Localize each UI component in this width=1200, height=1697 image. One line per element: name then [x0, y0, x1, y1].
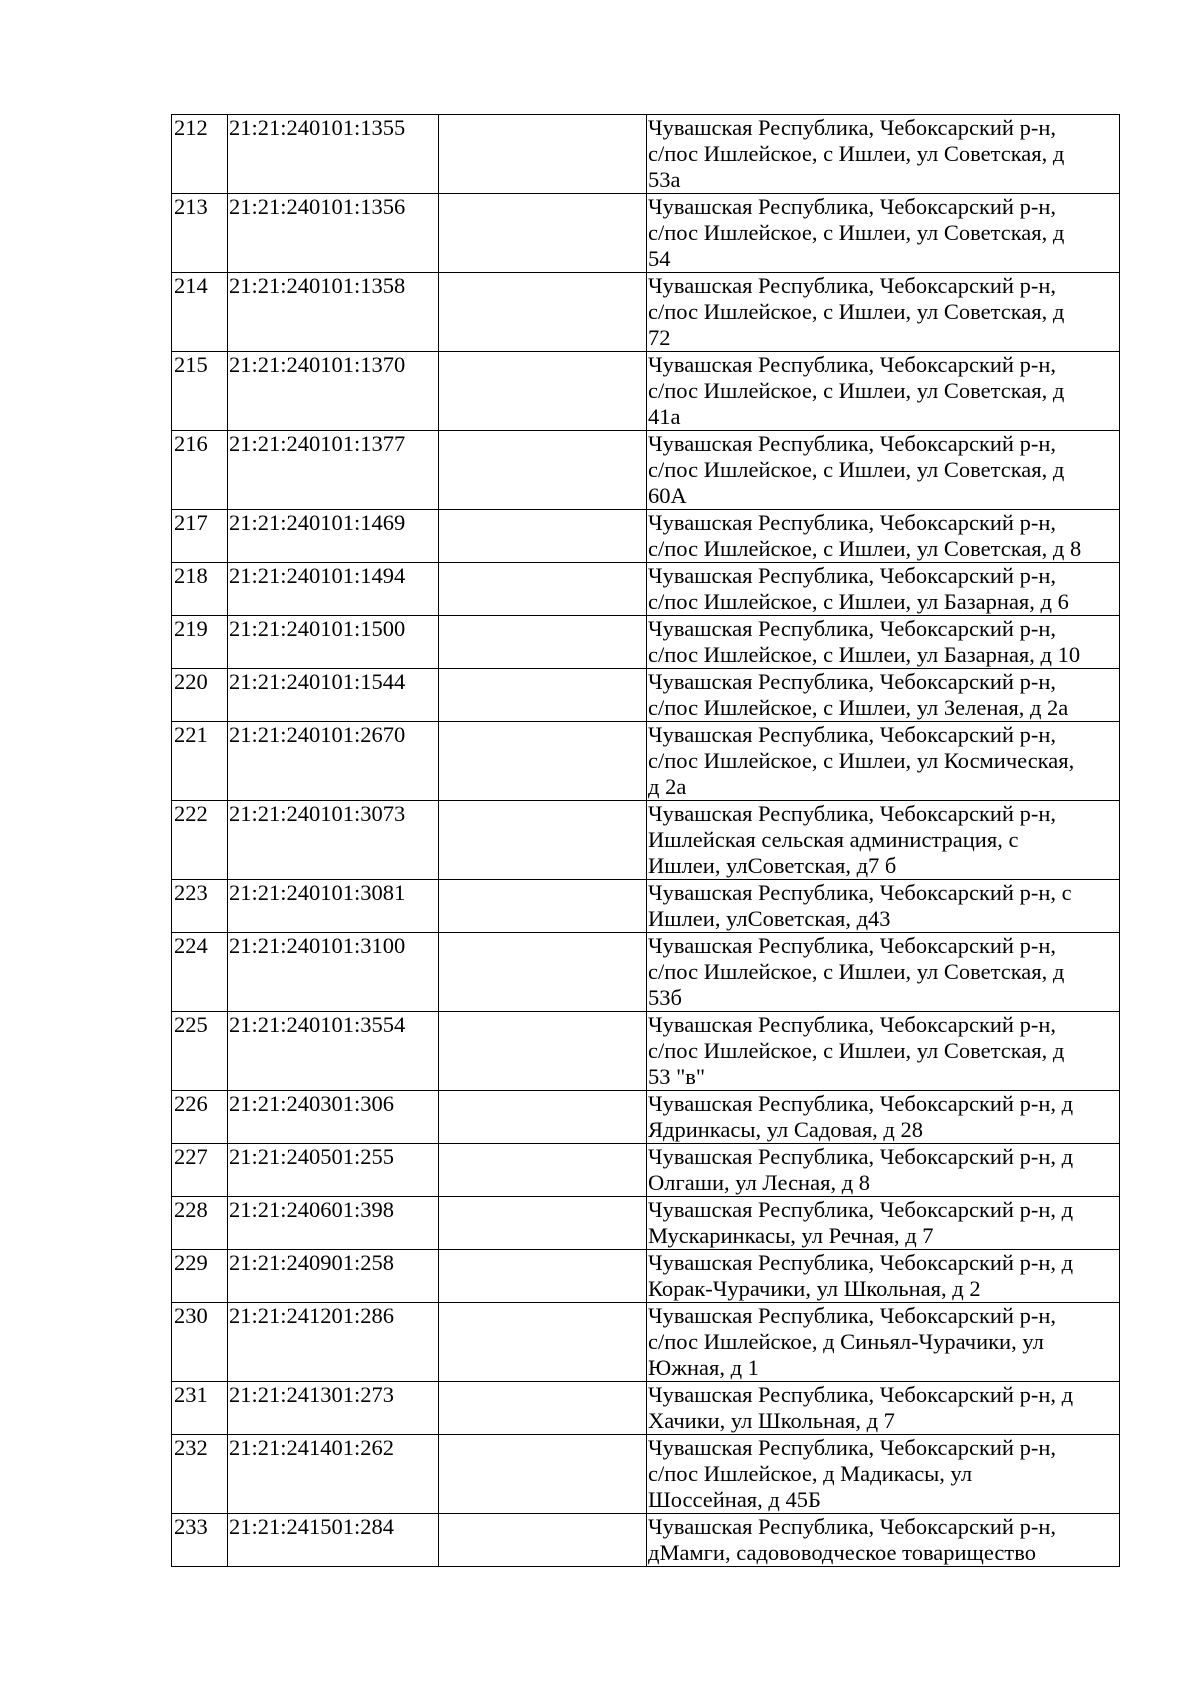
address-cell — [647, 1197, 1120, 1250]
table-row — [172, 1091, 1120, 1144]
cadastral-number-cell — [228, 616, 439, 669]
row-number-cell-text: 217 — [174, 510, 208, 535]
table-row — [172, 616, 1120, 669]
address-cell — [647, 801, 1120, 880]
row-number-cell-text: 230 — [174, 1303, 208, 1328]
row-number-cell — [172, 801, 228, 880]
row-number-cell — [172, 1197, 228, 1250]
cadastral-number-cell-text: 21:21:240601:398 — [229, 1197, 395, 1222]
table-row — [172, 510, 1120, 563]
row-number-cell-text: 223 — [174, 880, 208, 905]
table-row — [172, 273, 1120, 352]
row-number-cell-text: 221 — [174, 722, 208, 747]
row-number-cell-text: 219 — [174, 616, 208, 641]
cadastral-number-cell-text: 21:21:240101:2670 — [229, 722, 406, 747]
cadastral-number-cell-text: 21:21:240101:1377 — [229, 431, 406, 456]
address-cell-text: Чувашская Республика, Чебоксарский р-н, с/пос Ишлейское, с Ишлеи, ул Космическая, д 2а — [648, 722, 1075, 799]
cadastral-number-cell — [228, 1250, 439, 1303]
cadastral-number-cell-text: 21:21:240101:1469 — [229, 510, 406, 535]
address-cell-text: Чувашская Республика, Чебоксарский р-н, с/пос Ишлейское, с Ишлеи, ул Советская, д 54 — [648, 194, 1065, 271]
empty-cell — [439, 1144, 647, 1197]
table-row — [172, 1197, 1120, 1250]
address-cell-text: Чувашская Республика, Чебоксарский р-н, с/пос Ишлейское, с Ишлеи, ул Советская, д 53 "в" — [648, 1012, 1065, 1089]
table-row — [172, 1303, 1120, 1382]
cadastral-number-cell — [228, 1303, 439, 1382]
row-number-cell-text: 222 — [174, 801, 208, 826]
cadastral-number-cell — [228, 1091, 439, 1144]
row-number-cell — [172, 880, 228, 933]
row-number-cell-text: 229 — [174, 1250, 208, 1275]
row-number-cell — [172, 1382, 228, 1435]
address-cell — [647, 194, 1120, 273]
cadastral-number-cell-text: 21:21:240101:3554 — [229, 1012, 406, 1037]
table-row — [172, 880, 1120, 933]
address-cell-text: Чувашская Республика, Чебоксарский р-н, с/пос Ишлейское, д Мадикасы, ул Шоссейная, д 45Б — [648, 1435, 1056, 1512]
table-row — [172, 801, 1120, 880]
cadastral-number-cell-text: 21:21:240101:1356 — [229, 194, 406, 219]
cadastral-number-cell — [228, 1435, 439, 1514]
row-number-cell-text: 218 — [174, 563, 208, 588]
cadastral-number-cell-text: 21:21:240301:306 — [229, 1091, 395, 1116]
empty-cell — [439, 1382, 647, 1435]
row-number-cell-text: 231 — [174, 1382, 208, 1407]
row-number-cell-text: 226 — [174, 1091, 208, 1116]
row-number-cell-text: 215 — [174, 352, 208, 377]
address-cell-text: Чувашская Республика, Чебоксарский р-н, с/пос Ишлейское, с Ишлеи, ул Советская, д 41а — [648, 352, 1065, 429]
address-cell-text: Чувашская Республика, Чебоксарский р-н, с/пос Ишлейское, д Синьял-Чурачики, ул Южная, д 1 — [648, 1303, 1056, 1380]
table-row — [172, 563, 1120, 616]
empty-cell — [439, 510, 647, 563]
cadastral-number-cell-text: 21:21:241201:286 — [229, 1303, 395, 1328]
cadastral-number-cell-text: 21:21:240501:255 — [229, 1144, 395, 1169]
cadastral-number-cell-text: 21:21:241501:284 — [229, 1514, 395, 1539]
row-number-cell-text: 225 — [174, 1012, 208, 1037]
empty-cell — [439, 880, 647, 933]
cadastral-number-cell — [228, 1012, 439, 1091]
address-cell-text: Чувашская Республика, Чебоксарский р-н, с/пос Ишлейское, с Ишлеи, ул Базарная, д 10 — [648, 616, 1081, 667]
table-row — [172, 431, 1120, 510]
table-row — [172, 1514, 1120, 1567]
address-cell — [647, 669, 1120, 722]
cadastral-number-cell — [228, 669, 439, 722]
row-number-cell — [172, 1435, 228, 1514]
address-cell — [647, 1382, 1120, 1435]
cadastral-number-cell — [228, 1382, 439, 1435]
address-cell-text: Чувашская Республика, Чебоксарский р-н, д Хачики, ул Школьная, д 7 — [648, 1382, 1074, 1433]
address-cell-text: Чувашская Республика, Чебоксарский р-н, с/пос Ишлейское, с Ишлеи, ул Советская, д 60А — [648, 431, 1065, 508]
cadastral-number-cell — [228, 563, 439, 616]
cadastral-number-cell — [228, 933, 439, 1012]
table-row — [172, 115, 1120, 194]
empty-cell — [439, 194, 647, 273]
address-cell — [647, 1514, 1120, 1567]
empty-cell — [439, 1303, 647, 1382]
registry-table — [171, 114, 1120, 1567]
address-cell — [647, 563, 1120, 616]
row-number-cell — [172, 1091, 228, 1144]
row-number-cell — [172, 722, 228, 801]
empty-cell — [439, 352, 647, 431]
address-cell — [647, 1012, 1120, 1091]
address-cell — [647, 431, 1120, 510]
address-cell-text: Чувашская Республика, Чебоксарский р-н, д Олгаши, ул Лесная, д 8 — [648, 1144, 1074, 1195]
empty-cell — [439, 431, 647, 510]
empty-cell — [439, 669, 647, 722]
row-number-cell-text: 216 — [174, 431, 208, 456]
table-row — [172, 722, 1120, 801]
address-cell — [647, 273, 1120, 352]
cadastral-number-cell — [228, 1514, 439, 1567]
empty-cell — [439, 1091, 647, 1144]
table-row — [172, 669, 1120, 722]
row-number-cell — [172, 194, 228, 273]
address-cell — [647, 1435, 1120, 1514]
empty-cell — [439, 1435, 647, 1514]
cadastral-number-cell-text: 21:21:240101:1358 — [229, 273, 406, 298]
cadastral-number-cell — [228, 510, 439, 563]
table-row — [172, 933, 1120, 1012]
cadastral-number-cell — [228, 722, 439, 801]
empty-cell — [439, 801, 647, 880]
cadastral-number-cell-text: 21:21:240101:1544 — [229, 669, 406, 694]
address-cell-text: Чувашская Республика, Чебоксарский р-н, дМамги, садововодческое товарищество — [648, 1514, 1056, 1565]
row-number-cell — [172, 273, 228, 352]
row-number-cell — [172, 616, 228, 669]
cadastral-number-cell — [228, 115, 439, 194]
address-cell — [647, 933, 1120, 1012]
address-cell — [647, 616, 1120, 669]
row-number-cell — [172, 510, 228, 563]
empty-cell — [439, 1197, 647, 1250]
row-number-cell-text: 227 — [174, 1144, 208, 1169]
address-cell-text: Чувашская Республика, Чебоксарский р-н, с/пос Ишлейское, с Ишлеи, ул Советская, д 53а — [648, 115, 1065, 192]
cadastral-number-cell-text: 21:21:240101:1500 — [229, 616, 406, 641]
address-cell-text: Чувашская Республика, Чебоксарский р-н, Ишлейская сельская администрация, с Ишлеи, улСоветская, д7 б — [648, 801, 1056, 878]
cadastral-number-cell — [228, 194, 439, 273]
cadastral-number-cell — [228, 801, 439, 880]
table-row — [172, 1382, 1120, 1435]
cadastral-number-cell-text: 21:21:241301:273 — [229, 1382, 395, 1407]
address-cell-text: Чувашская Республика, Чебоксарский р-н, д Мускаринкасы, ул Речная, д 7 — [648, 1197, 1074, 1248]
cadastral-number-cell-text: 21:21:240101:1370 — [229, 352, 406, 377]
empty-cell — [439, 1514, 647, 1567]
row-number-cell-text: 213 — [174, 194, 208, 219]
table-row — [172, 1012, 1120, 1091]
address-cell — [647, 1091, 1120, 1144]
row-number-cell — [172, 669, 228, 722]
row-number-cell — [172, 1303, 228, 1382]
cadastral-number-cell-text: 21:21:240101:1355 — [229, 115, 406, 140]
cadastral-number-cell — [228, 273, 439, 352]
cadastral-number-cell-text: 21:21:241401:262 — [229, 1435, 395, 1460]
row-number-cell — [172, 933, 228, 1012]
cadastral-number-cell — [228, 1197, 439, 1250]
address-cell — [647, 1144, 1120, 1197]
address-cell — [647, 1250, 1120, 1303]
table-row — [172, 352, 1120, 431]
table-row — [172, 1435, 1120, 1514]
row-number-cell — [172, 431, 228, 510]
row-number-cell-text: 232 — [174, 1435, 208, 1460]
address-cell — [647, 510, 1120, 563]
empty-cell — [439, 1250, 647, 1303]
address-cell-text: Чувашская Республика, Чебоксарский р-н, с Ишлеи, улСоветская, д43 — [648, 880, 1072, 931]
cadastral-number-cell — [228, 352, 439, 431]
address-cell-text: Чувашская Республика, Чебоксарский р-н, с/пос Ишлейское, с Ишлеи, ул Советская, д 53б — [648, 933, 1065, 1010]
row-number-cell-text: 220 — [174, 669, 208, 694]
row-number-cell — [172, 1250, 228, 1303]
table-row — [172, 1250, 1120, 1303]
empty-cell — [439, 1012, 647, 1091]
table-row — [172, 1144, 1120, 1197]
row-number-cell — [172, 352, 228, 431]
cadastral-number-cell — [228, 1144, 439, 1197]
address-cell — [647, 722, 1120, 801]
empty-cell — [439, 722, 647, 801]
empty-cell — [439, 933, 647, 1012]
address-cell-text: Чувашская Республика, Чебоксарский р-н, с/пос Ишлейское, с Ишлеи, ул Базарная, д 6 — [648, 563, 1069, 614]
row-number-cell — [172, 115, 228, 194]
address-cell-text: Чувашская Республика, Чебоксарский р-н, с/пос Ишлейское, с Ишлеи, ул Советская, д 72 — [648, 273, 1065, 350]
address-cell — [647, 1303, 1120, 1382]
cadastral-number-cell-text: 21:21:240101:1494 — [229, 563, 406, 588]
address-cell-text: Чувашская Республика, Чебоксарский р-н, с/пос Ишлейское, с Ишлеи, ул Советская, д 8 — [648, 510, 1082, 561]
row-number-cell-text: 212 — [174, 115, 208, 140]
cadastral-number-cell-text: 21:21:240101:3081 — [229, 880, 406, 905]
empty-cell — [439, 563, 647, 616]
address-cell-text: Чувашская Республика, Чебоксарский р-н, д Корак-Чурачики, ул Школьная, д 2 — [648, 1250, 1074, 1301]
cadastral-number-cell — [228, 880, 439, 933]
row-number-cell — [172, 1012, 228, 1091]
registry-table-body — [172, 115, 1120, 1567]
row-number-cell-text: 224 — [174, 933, 208, 958]
row-number-cell-text: 233 — [174, 1514, 208, 1539]
row-number-cell — [172, 1144, 228, 1197]
table-row — [172, 194, 1120, 273]
cadastral-number-cell-text: 21:21:240101:3100 — [229, 933, 406, 958]
empty-cell — [439, 273, 647, 352]
row-number-cell — [172, 1514, 228, 1567]
row-number-cell-text: 214 — [174, 273, 208, 298]
cadastral-number-cell-text: 21:21:240901:258 — [229, 1250, 395, 1275]
cadastral-number-cell — [228, 431, 439, 510]
cadastral-number-cell-text: 21:21:240101:3073 — [229, 801, 406, 826]
address-cell-text: Чувашская Республика, Чебоксарский р-н, с/пос Ишлейское, с Ишлеи, ул Зеленая, д 2а — [648, 669, 1069, 720]
empty-cell — [439, 115, 647, 194]
row-number-cell — [172, 563, 228, 616]
address-cell — [647, 352, 1120, 431]
row-number-cell-text: 228 — [174, 1197, 208, 1222]
empty-cell — [439, 616, 647, 669]
address-cell — [647, 880, 1120, 933]
address-cell — [647, 115, 1120, 194]
address-cell-text: Чувашская Республика, Чебоксарский р-н, д Ядринкасы, ул Садовая, д 28 — [648, 1091, 1074, 1142]
